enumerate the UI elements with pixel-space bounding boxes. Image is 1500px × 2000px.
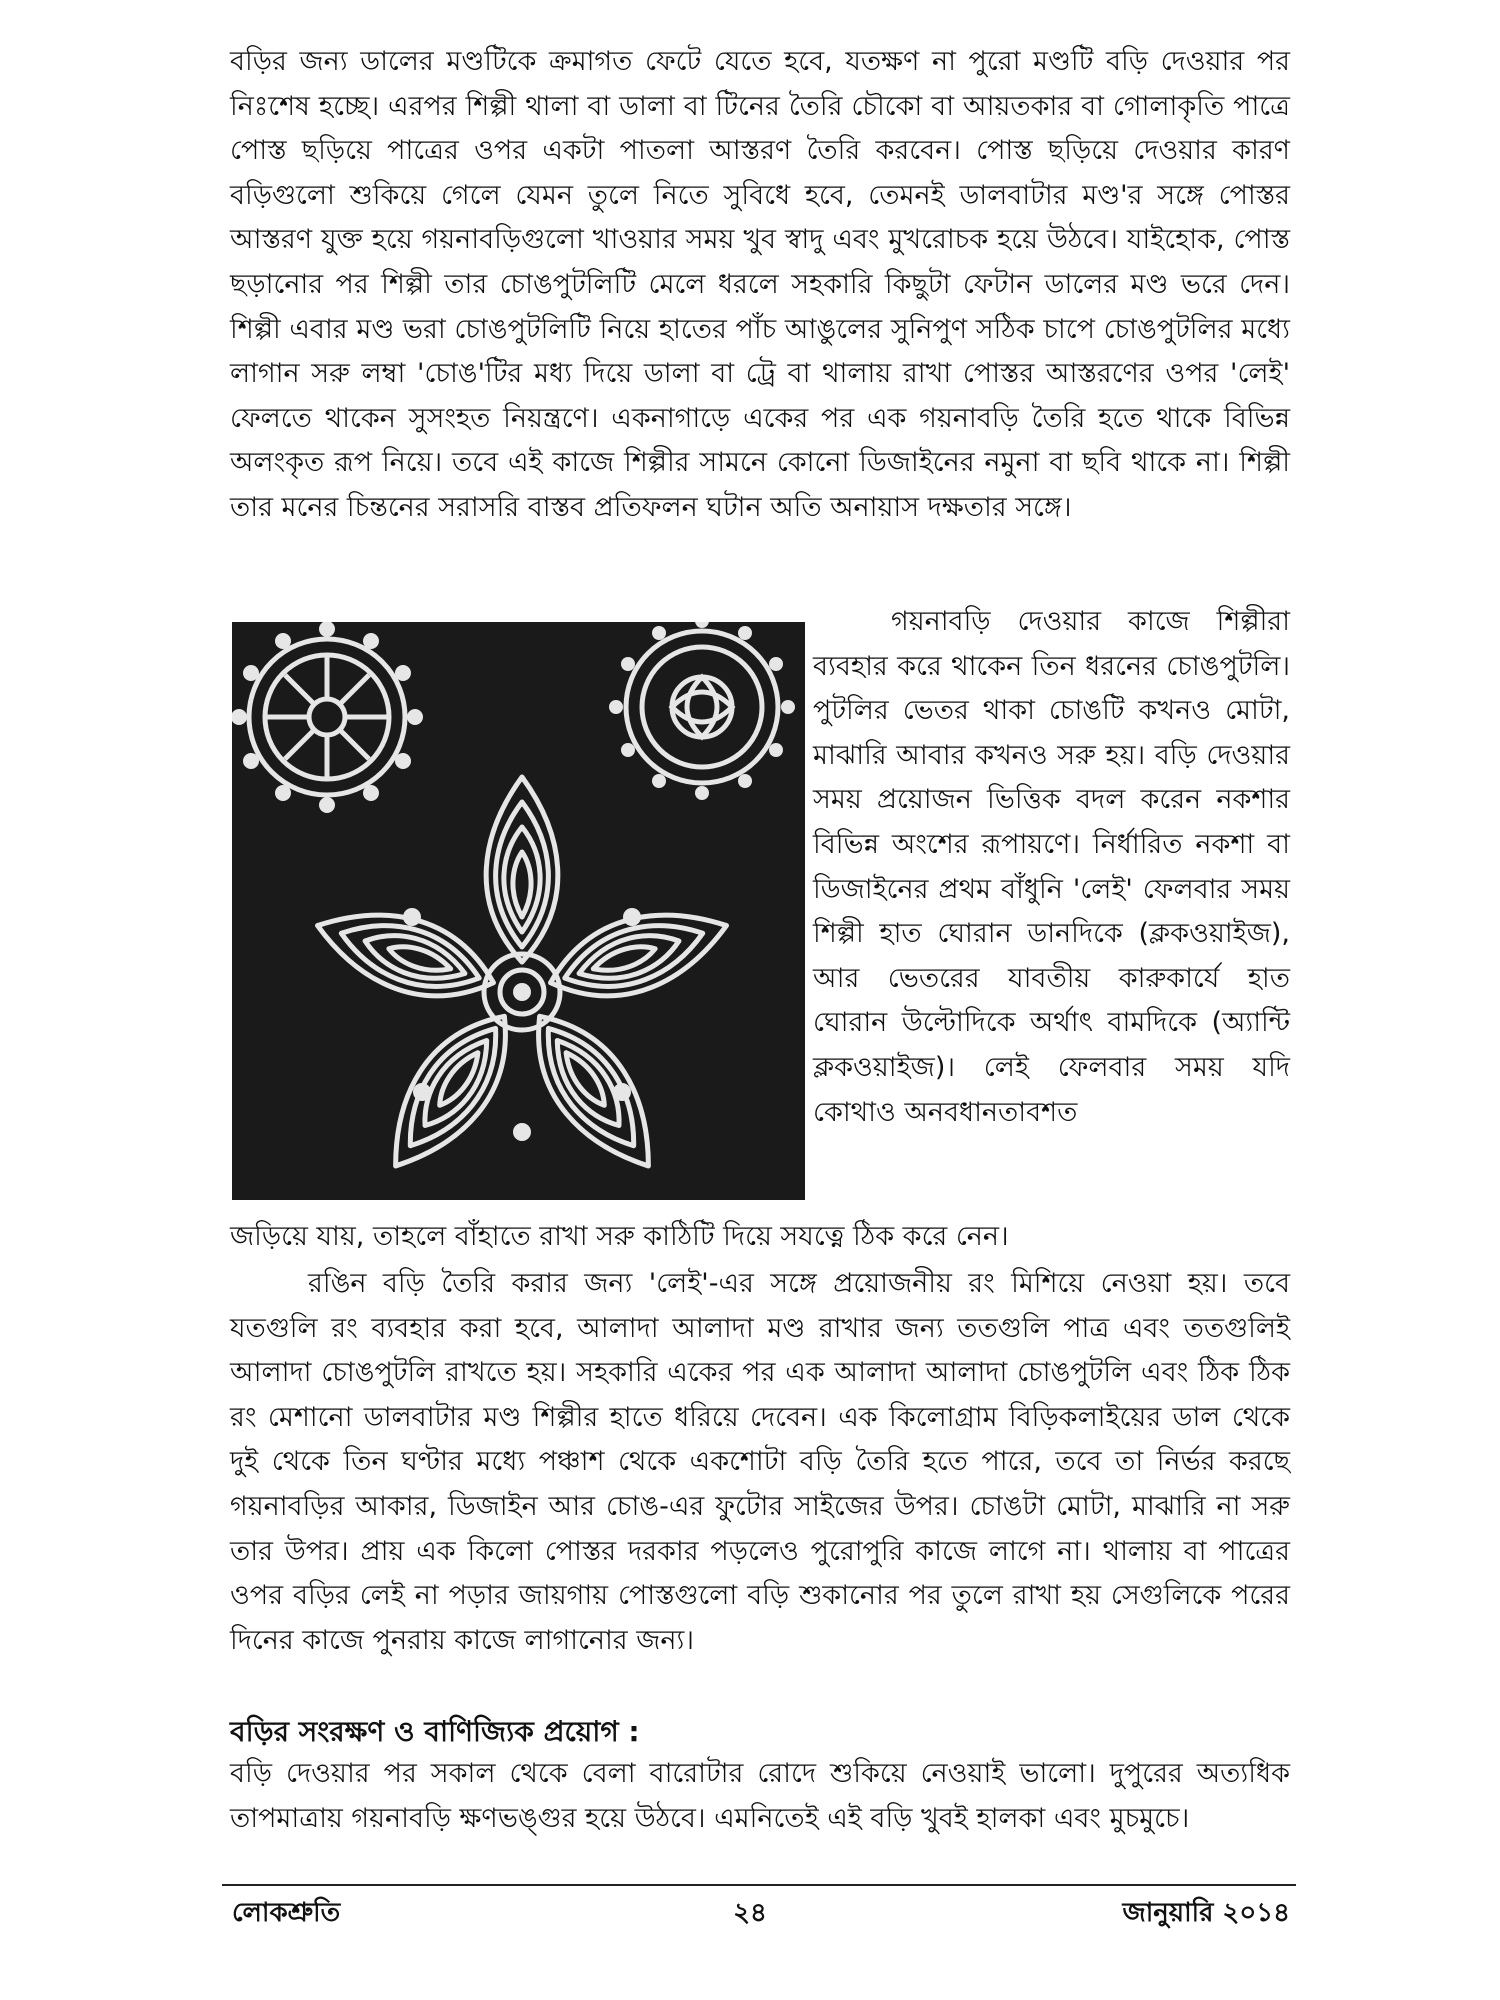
side-paragraph-text: গয়নাবড়ি দেওয়ার কাজে শিল্পীরা ব্যবহার করে থাকেন তিন ধরনের চোঙপুটলি। পুটলির ভেতর থাকা চোঙটি কখনও মোটা, মাঝারি আবার কখনও সরু হয়। বড়ি দেওয়ার সময় প্রয়োজন ভিত্তিক বদল করেন নকশার বিভিন্ন অংশের রূপায়ণে। নির্ধারিত নকশা বা ডিজাইনের প্রথম বাঁধুনি 'লেই' ফেলবার সময় শিল্পী হাত ঘোরান ডানদিকে (ক্লকওয়াইজ), আর ভেতরের যাবতীয় কারুকার্যে হাত ঘোরান উল্টোদিকে অর্থাৎ বামদিকে (অ্যান্টি ক্লকওয়াইজ)। লেই ফেলবার সময় যদি কোথাও অনবধানতাবশত xyxy=(813,606,1290,1128)
section-heading: বড়ির সংরক্ষণ ও বাণিজ্যিক প্রয়োগ : xyxy=(230,1715,640,1748)
gayna-bori-illustration xyxy=(232,622,805,1200)
side-paragraph xyxy=(813,600,1290,1135)
footer-page-number: ২৪ xyxy=(733,1898,767,1928)
body-paragraph-1: বড়ির জন্য ডালের মণ্ডটিকে ক্রমাগত ফেটে যেতে হবে, যতক্ষণ না পুরো মণ্ডটি বড়ি দেওয়ার পর নিঃশেষ হচ্ছে। এরপর শিল্পী থালা বা ডালা বা টিনের তৈরি চৌকো বা আয়তকার বা গোলাকৃতি পাত্রে পোস্ত ছড়িয়ে পাত্রের ওপর একটা পাতলা আস্তরণ তৈরি করবেন। পোস্ত ছড়িয়ে দেওয়ার কারণ বড়িগুলো শুকিয়ে গেলে যেমন তুলে নিতে সুবিধে হবে, তেমনই ডালবাটার মণ্ড'র সঙ্গে পোস্তর আস্তরণ যুক্ত হয়ে গয়নাবড়িগুলো খাওয়ার সময় খুব স্বাদু এবং মুখরোচক হয়ে উঠবে। যাইহোক, পোস্ত ছড়ানোর পর শিল্পী তার চোঙপুটলিটি মেলে ধরলে সহকারি কিছুটা ফেটান ডালের মণ্ড ভরে দেন। শিল্পী এবার মণ্ড ভরা চোঙপুটলিটি নিয়ে হাতের পাঁচ আঙুলের সুনিপুণ সঠিক চাপে চোঙপুটলির মধ্যে লাগান সরু লম্বা 'চোঙ'টির মধ্য দিয়ে ডালা বা ট্রে বা থালায় রাখা পোস্তর আস্তরণের ওপর 'লেই' ফেলতে থাকেন সুসংহত নিয়ন্ত্রণে। একনাগাড়ে একের পর এক গয়নাবড়ি তৈরি হতে থাকে বিভিন্ন অলংকৃত রূপ নিয়ে। তবে এই কাজে শিল্পীর সামনে কোনো ডিজাইনের নমুনা বা ছবি থাকে না। শিল্পী তার মনের চিন্তনের সরাসরি বাস্তব প্রতিফলন ঘটান অতি অনায়াস দক্ষতার সঙ্গে। xyxy=(230,46,1290,523)
side-paragraph-continuation: জড়িয়ে যায়, তাহলে বাঁহাতে রাখা সরু কাঠিটি দিয়ে সযত্নে ঠিক করে নেন। xyxy=(230,1221,1009,1252)
footer-divider xyxy=(222,1884,1296,1886)
footer-issue-date: জানুয়ারি ২০১৪ xyxy=(1122,1898,1290,1928)
body-paragraph-4: বড়ি দেওয়ার পর সকাল থেকে বেলা বারোটার রোদে শুকিয়ে নেওয়াই ভালো। দুপুরের অত্যধিক তাপমাত্রায় গয়নাবড়ি ক্ষণভঙ্গুর হয়ে উঠবে। এমনিতেই এই বড়ি খুবই হালকা এবং মুচমুচে। xyxy=(230,1758,1290,1834)
gayna-bori-photo xyxy=(232,622,805,1200)
footer-magazine-name: লোকশ্রুতি xyxy=(232,1898,341,1928)
body-paragraph-3: রঙিন বড়ি তৈরি করার জন্য 'লেই'-এর সঙ্গে প্রয়োজনীয় রং মিশিয়ে নেওয়া হয়। তবে যতগুলি রং ব্যবহার করা হবে, আলাদা আলাদা মণ্ড রাখার জন্য ততগুলি পাত্র এবং ততগুলিই আলাদা চোঙপুটলি রাখতে হয়। সহকারি একের পর এক আলাদা আলাদা চোঙপুটলি এবং ঠিক ঠিক রং মেশানো ডালবাটার মণ্ড শিল্পীর হাতে ধরিয়ে দেবেন। এক কিলোগ্রাম বিড়িকলাইয়ের ডাল থেকে দুই থেকে তিন ঘণ্টার মধ্যে পঞ্চাশ থেকে একশোটা বড়ি তৈরি হতে পারে, তবে তা নির্ভর করছে গয়নাবড়ির আকার, ডিজাইন আর চোঙ-এর ফুটোর সাইজের উপর। চোঙটা মোটা, মাঝারি না সরু তার উপর। প্রায় এক কিলো পোস্তর দরকার পড়লেও পুরোপুরি কাজে লাগে না। থালায় বা পাত্রের ওপর বড়ির লেই না পড়ার জায়গায় পোস্তগুলো বড়ি শুকানোর পর তুলে রাখা হয় সেগুলিকে পরের দিনের কাজে পুনরায় কাজে লাগানোর জন্য। xyxy=(230,1268,1290,1656)
